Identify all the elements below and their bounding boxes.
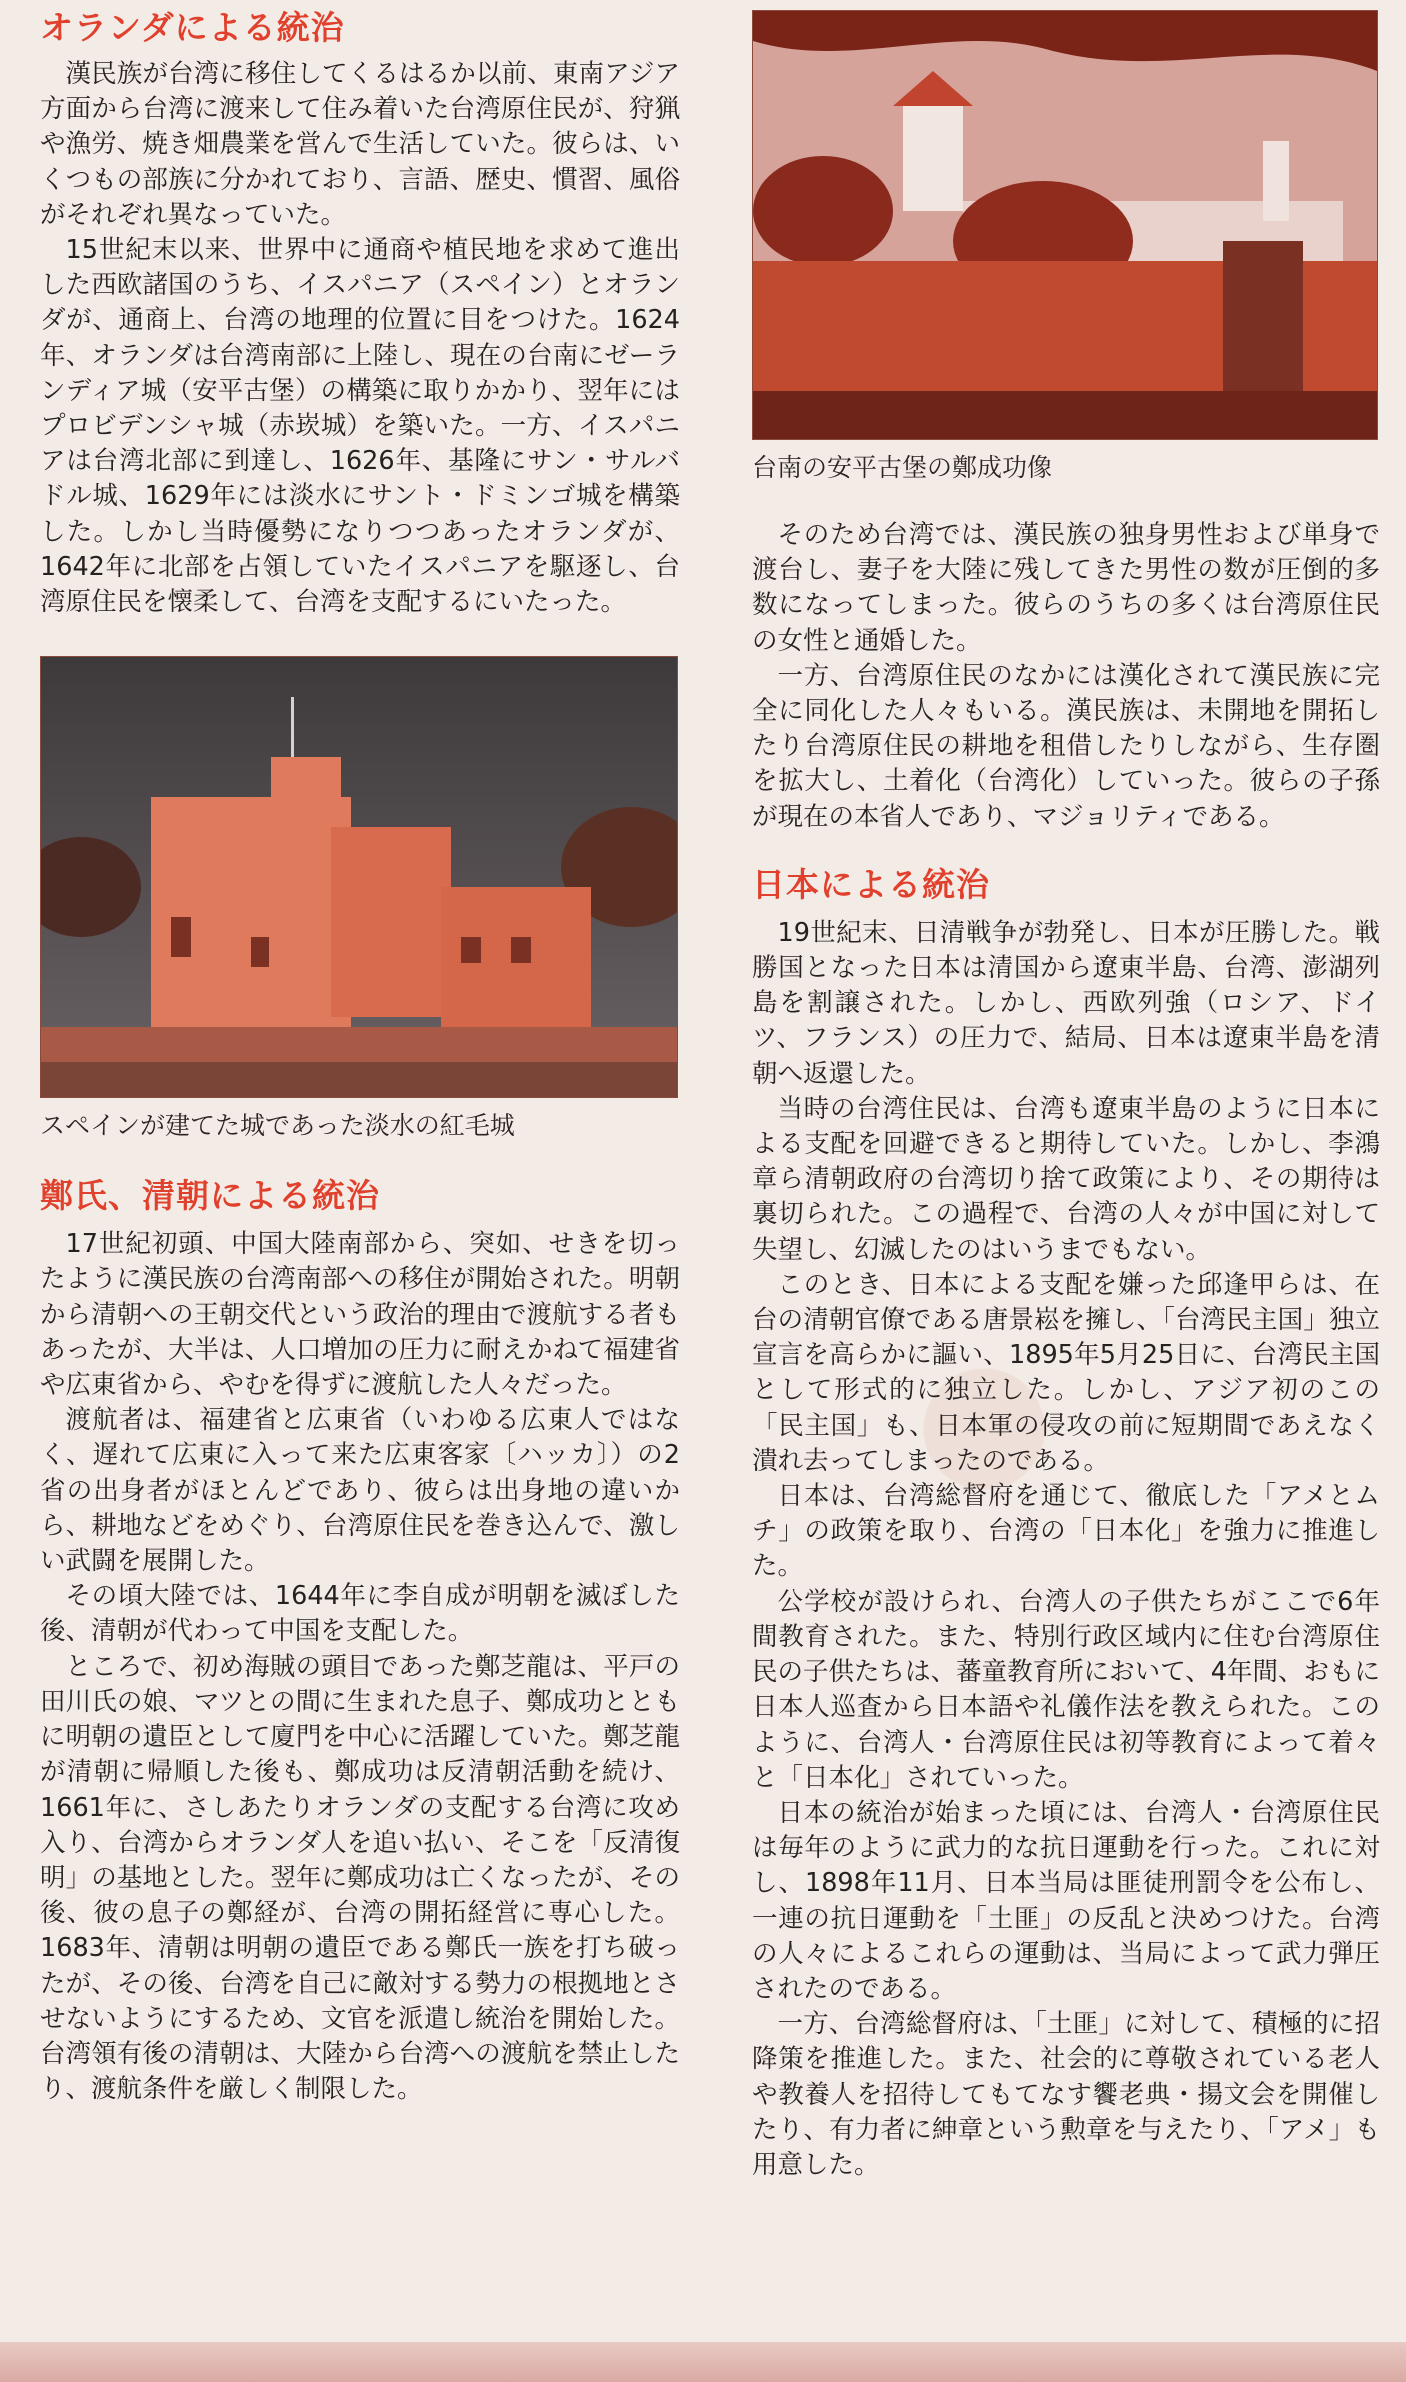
left-column <box>40 0 680 2107</box>
paragraph: 日本は、台湾総督府を通じて、徹底した「アメとムチ」の政策を取り、台湾の「日本化」を強力に推進した。 <box>752 1481 1380 1582</box>
photo-anping-statue <box>752 10 1378 440</box>
paragraph: 公学校が設けられ、台湾人の子供たちがここで6年間教育された。また、特別行政区域内に住む台湾原住民の子供たちは、蕃童教育所において、4年間、おもに日本人巡査から日本語や礼儀作法を教えられた。このように、台湾人・台湾原住民は初等教育によって着々と「日本化」されていった。 <box>752 1586 1380 1793</box>
paragraph: 日本の統治が始まった頃には、台湾人・台湾原住民は毎年のように武力的な抗日運動を行った。これに対し、1898年11月、日本当局は匪徒刑罰令を公布し、一連の抗日運動を「土匪」の反乱と決めつけた。台湾の人々によるこれらの運動は、当局によって武力弾圧されたのである。 <box>752 1797 1380 2004</box>
paragraph: 一方、台湾原住民のなかには漢化されて漢民族に完全に同化した人々もいる。漢民族は、未開地を開拓したり台湾原住民の耕地を租借したりしながら、生存圏を拡大し、土着化（台湾化）していった。彼らの子孫が現在の本省人であり、マジョリティである。 <box>752 660 1380 832</box>
heading-zheng-qing: 鄭氏、清朝による統治 <box>40 1176 380 1216</box>
decorative-border <box>0 2342 1406 2382</box>
paragraph: 漢民族が台湾に移住してくるはるか以前、東南アジア方面から台湾に渡来して住み着いた台湾原住民が、狩猟や漁労、焼き畑農業を営んで生活していた。彼らは、いくつもの部族に分かれており、言語、歴史、慣習、風俗がそれぞれ異なっていた。 <box>40 59 680 230</box>
right-column <box>752 0 1380 2183</box>
paragraph: 一方、台湾総督府は、「土匪」に対して、積極的に招降策を推進した。また、社会的に尊敬されている老人や教養人を招待してもてなす饗老典・揚文会を開催したり、有力者に紳章という勲章を与えたり、「アメ」も用意した。 <box>752 2009 1380 2180</box>
paragraph: 渡航者は、福建省と広東省（いわゆる広東人ではなく、遅れて広東に入って来た広東客家〔ハッカ〕）の2省の出身者がほとんどであり、彼らは出身地の違いから、耕地などをめぐり、台湾原住民を巻き込んで、激しい武闘を展開した。 <box>40 1405 680 1577</box>
paragraph: 19世紀末、日清戦争が勃発し、日本が圧勝した。戦勝国となった日本は清国から遼東半島、台湾、澎湖列島を割譲された。しかし、西欧列強（ロシア、ドイツ、フランス）の圧力で、結局、日本は遼東半島を清朝へ返還した。 <box>752 917 1380 1089</box>
photo-tamsui-fort <box>40 656 678 1098</box>
paragraph: 17世紀初頭、中国大陸南部から、突如、せきを切ったように漢民族の台湾南部への移住が開始された。明朝から清朝への王朝交代という政治的理由で渡航する者もあったが、大半は、人口増加の圧力に耐えかねて福建省や広東省から、やむを得ずに渡航した人々だった。 <box>40 1229 680 1401</box>
caption-anping: 台南の安平古堡の鄭成功像 <box>752 453 1053 482</box>
paragraph: 15世紀末以来、世界中に通商や植民地を求めて進出した西欧諸国のうち、イスパニア（スペイン）とオランダが、通商上、台湾の地理的位置に目をつけた。1624年、オランダは台湾南部に上陸し、現在の台南にゼーランディア城（安平古堡）の構築に取りかかり、翌年にはプロビデンシャ城（赤崁城）を築いた。一方、イスパニアは台湾北部に到達し、1626年、基隆にサン・サルバドル城、1629年には淡水にサント・ドミンゴ城を構築した。しかし当時優勢になりつつあったオランダが、1642年に北部を占領していたイスパニアを駆逐し、台湾原住民を懐柔して、台湾を支配するにいたった。 <box>40 235 680 618</box>
paragraph: このとき、日本による支配を嫌った邱逢甲らは、在台の清朝官僚である唐景崧を擁し、「台湾民主国」独立宣言を高らかに謳い、1895年5月25日に、台湾民主国として形式的に独立した。しかし、アジア初のこの「民主国」も、日本軍の侵攻の前に短期間であえなく潰れ去ってしまったのである。 <box>752 1269 1380 1476</box>
heading-dutch: オランダによる統治 <box>40 8 345 47</box>
paragraph: ところで、初め海賊の頭目であった鄭芝龍は、平戸の田川氏の娘、マツとの間に生まれた息子、鄭成功とともに明朝の遺臣として廈門を中心に活躍していた。鄭芝龍が清朝に帰順した後も、鄭成功は反清朝活動を続け、1661年に、さしあたりオランダの支配する台湾に攻め入り、台湾からオランダ人を追い払い、そこを「反清復明」の基地とした。翌年に鄭成功は亡くなったが、その後、彼の息子の鄭経が、台湾の開拓経営に専心した。1683年、清朝は明朝の遺臣である鄭氏一族を打ち破ったが、その後、台湾を自己に敵対する勢力の根拠地とさせないようにするため、文官を派遣し統治を開始した。台湾領有後の清朝は、大陸から台湾への渡航を禁止したり、渡航条件を厳しく制限した。 <box>40 1651 680 2105</box>
paragraph: そのため台湾では、漢民族の独身男性および単身で渡台し、妻子を大陸に残してきた男性の数が圧倒的多数になってしまった。彼らのうちの多くは台湾原住民の女性と通婚した。 <box>752 520 1380 656</box>
paragraph: 当時の台湾住民は、台湾も遼東半島のように日本による支配を回避できると期待していた。しかし、李鴻章ら清朝政府の台湾切り捨て政策により、その期待は裏切られた。この過程で、台湾の人々が中国に対して失望し、幻滅したのはいうまでもない。 <box>752 1093 1380 1265</box>
paragraph: その頃大陸では、1644年に李自成が明朝を滅ぼした後、清朝が代わって中国を支配した。 <box>40 1581 680 1647</box>
caption-tamsui: スペインが建てた城であった淡水の紅毛城 <box>40 1111 515 1141</box>
heading-japan: 日本による統治 <box>752 864 990 904</box>
